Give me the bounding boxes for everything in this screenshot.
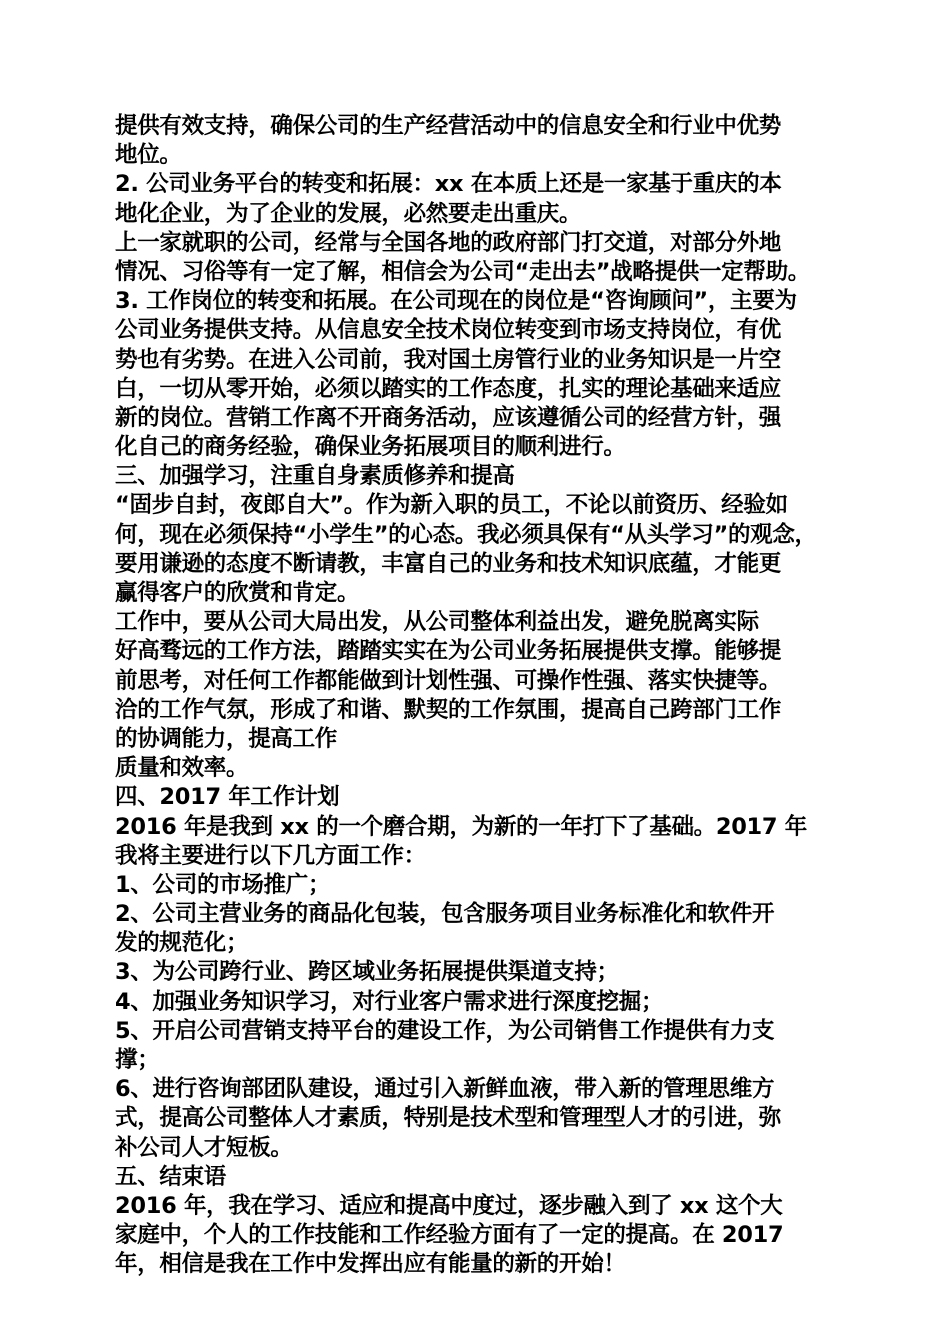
text-line: 好高骛远的工作方法，踏踏实实在为公司业务拓展提供支撑。能够提 <box>115 638 782 665</box>
list-item: 2、公司主营业务的商品化包装，包含服务项目业务标准化和软件开 <box>115 901 775 928</box>
text-line: 工作中，要从公司大局出发，从公司整体利益出发，避免脱离实际 <box>115 609 759 636</box>
document-body <box>115 112 840 1280</box>
text-line: 上一家就职的公司，经常与全国各地的政府部门打交道，对部分外地 <box>115 229 782 256</box>
text-line: 情况、习俗等有一定了解，相信会为公司“走出去”战略提供一定帮助。 <box>115 258 810 285</box>
text-line: 2016 年是我到 xx 的一个磨合期，为新的一年打下了基础。2017 年 <box>115 813 808 840</box>
text-line: 前思考，对任何工作都能做到计划性强、可操作性强、落实快捷等。 <box>115 667 782 694</box>
text-line: 赢得客户的欣赏和肯定。 <box>115 580 360 606</box>
text-line: 的协调能力，提高工作 <box>115 725 338 752</box>
text-line: 化自己的商务经验，确保业务拓展项目的顺利进行。 <box>115 434 626 461</box>
text-line: 撑； <box>115 1047 160 1073</box>
text-line: “固步自封，夜郎自大”。作为新入职的员工，不论以前资历、经验如 <box>115 492 788 519</box>
text-line: 我将主要进行以下几方面工作： <box>115 842 426 869</box>
list-item: 6、进行咨询部团队建设，通过引入新鲜血液，带入新的管理思维方 <box>115 1076 775 1103</box>
text-line: 3. 工作岗位的转变和拓展。在公司现在的岗位是“咨询顾问”，主要为 <box>115 288 797 315</box>
text-line: 2016 年，我在学习、适应和提高中度过，逐步融入到了 xx 这个大 <box>115 1192 783 1219</box>
list-item: 4、加强业务知识学习，对行业客户需求进行深度挖掘； <box>115 988 664 1015</box>
section-heading: 四、2017 年工作计划 <box>115 784 340 811</box>
text-line: 新的岗位。营销工作离不开商务活动，应该遵循公司的经营方针，强 <box>115 404 782 431</box>
text-line: 发的规范化； <box>115 930 249 957</box>
text-line: 何，现在必须保持“小学生”的心态。我必须具保有“从头学习”的观念， <box>115 521 817 548</box>
list-item: 3、为公司跨行业、跨区域业务拓展提供渠道支持； <box>115 959 619 986</box>
text-line: 2. 公司业务平台的转变和拓展：xx 在本质上还是一家基于重庆的本 <box>115 171 782 198</box>
list-item: 1、公司的市场推广； <box>115 871 331 898</box>
text-line: 质量和效率。 <box>115 755 249 782</box>
text-line: 式，提高公司整体人才素质，特别是技术型和管理型人才的引进，弥 <box>115 1105 782 1132</box>
text-line: 年，相信是我在工作中发挥出应有能量的新的开始！ <box>115 1251 626 1278</box>
text-line: 白，一切从零开始，必须以踏实的工作态度，扎实的理论基础来适应 <box>115 375 782 402</box>
text-line: 洽的工作气氛，形成了和谐、默契的工作氛围，提高自己跨部门工作 <box>115 696 782 723</box>
text-line: 公司业务提供支持。从信息安全技术岗位转变到市场支持岗位，有优 <box>115 317 782 344</box>
text-line: 势也有劣势。在进入公司前，我对国土房管行业的业务知识是一片空 <box>115 346 782 373</box>
text-line: 家庭中，个人的工作技能和工作经验方面有了一定的提高。在 2017 <box>115 1222 784 1249</box>
text-line: 提供有效支持，确保公司的生产经营活动中的信息安全和行业中优势 <box>115 113 782 139</box>
section-heading: 三、加强学习，注重自身素质修养和提高 <box>115 463 515 490</box>
text-line: 地位。 <box>115 142 182 169</box>
text-line: 要用谦逊的态度不断请教，丰富自己的业务和技术知识底蕴，才能更 <box>115 550 782 577</box>
list-item: 5、开启公司营销支持平台的建设工作，为公司销售工作提供有力支 <box>115 1017 775 1044</box>
text-line: 补公司人才短板。 <box>115 1134 293 1161</box>
text-line: 地化企业，为了企业的发展，必然要走出重庆。 <box>115 200 582 227</box>
section-heading: 五、结束语 <box>115 1163 227 1190</box>
